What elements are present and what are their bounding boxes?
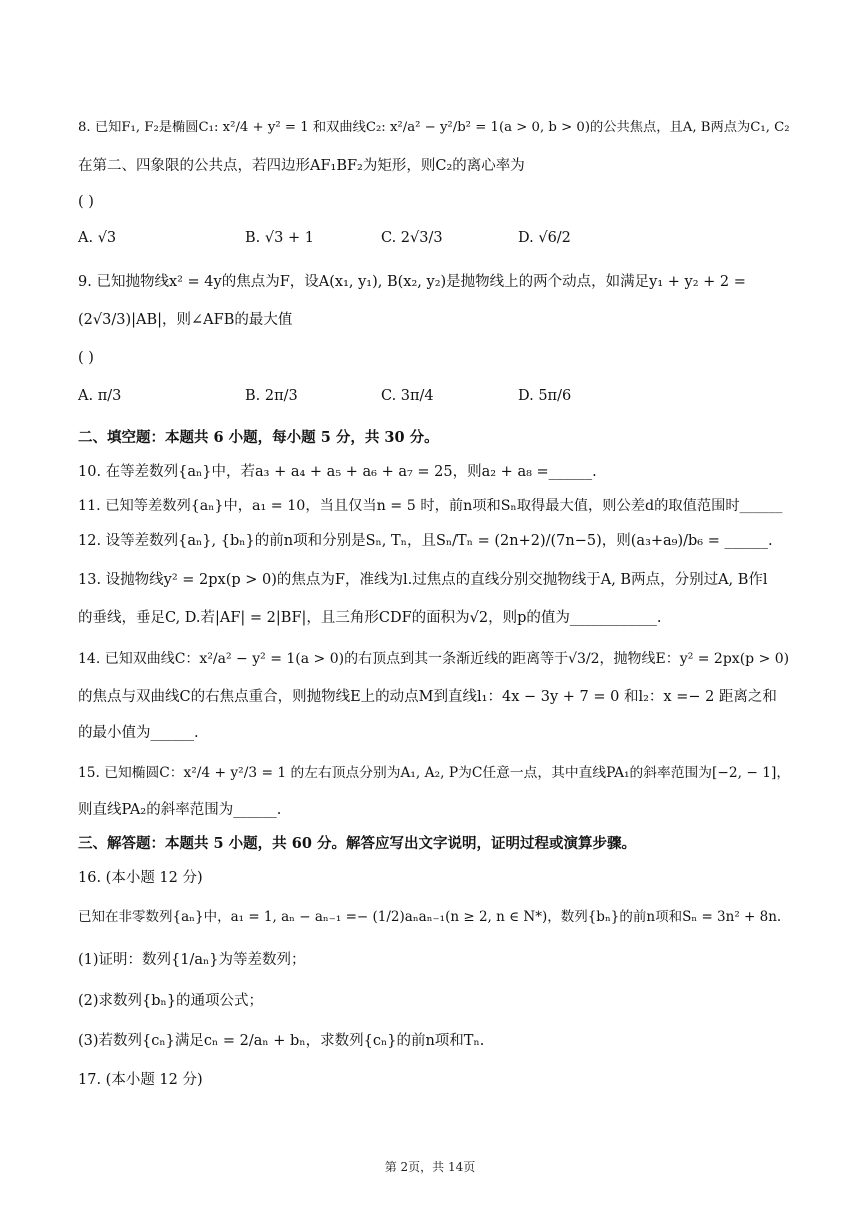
q8-option-c: C. 2√3/3 (381, 230, 443, 246)
q13-line1: 13. 设抛物线y² = 2px(p > 0)的焦点为F，准线为l.过焦点的直线分别交抛物线于A, B两点，分别过A, B作l (78, 572, 768, 588)
q8-options (78, 230, 790, 252)
q9-option-b: B. 2π/3 (245, 388, 298, 404)
q9-option-a: A. π/3 (78, 388, 122, 404)
q8-option-b: B. √3 + 1 (245, 230, 314, 246)
q16-part3: (3)若数列{cₙ}满足cₙ = 2/aₙ + bₙ，求数列{cₙ}的前n项和Tₙ. (78, 1033, 485, 1049)
q8-line1: 8. 已知F₁, F₂是椭圆C₁: x²/4 + y² = 1 和双曲线C₂: x²/a² − y²/b² = 1(a > 0, b > 0)的公共焦点，且A, B两点为C₁, C₂ (78, 120, 790, 135)
q14-line2: 的焦点与双曲线C的右焦点重合，则抛物线E上的动点M到直线l₁：4x − 3y + 7 = 0 和l₂：x =− 2 距离之和 (78, 689, 777, 705)
q17-title: 17. (本小题 12 分) (78, 1072, 203, 1088)
q15-line1: 15. 已知椭圆C：x²/4 + y²/3 = 1 的左右顶点分别为A₁, A₂, P为C任意一点，其中直线PA₁的斜率范围为[−2, − 1]， (78, 765, 791, 781)
page-footer: 第 2页，共 14页 (384, 1160, 476, 1174)
q12: 12. 设等差数列{aₙ}, {bₙ}的前n项和分别是Sₙ, Tₙ，且Sₙ/Tₙ = (2n+2)/(7n−5)，则(a₃+a₉)/b₆ = ______. (78, 533, 773, 549)
q9-options (78, 388, 790, 410)
section-solution-heading: 三、解答题：本题共 5 小题，共 60 分。解答应写出文字说明，证明过程或演算步骤。 (78, 835, 636, 852)
q9-paren: ( ) (78, 350, 94, 366)
q8-paren: ( ) (78, 194, 94, 210)
q14-line3: 的最小值为______. (78, 725, 199, 741)
q11: 11. 已知等差数列{aₙ}中，a₁ = 10，当且仅当n = 5 时，前n项和Sₙ取得最大值，则公差d的取值范围时______ (78, 498, 783, 514)
q8-option-d: D. √6/2 (518, 230, 571, 246)
q13-line2: 的垂线，垂足C, D.若|AF| = 2|BF|，且三角形CDF的面积为√2，则p的值为____________. (78, 610, 662, 626)
q9-option-c: C. 3π/4 (381, 388, 434, 404)
q16-part1: (1)证明：数列{1/aₙ}为等差数列； (78, 952, 306, 968)
q14-line1: 14. 已知双曲线C：x²/a² − y² = 1(a > 0)的右顶点到其一条渐近线的距离等于√3/2，抛物线E：y² = 2px(p > 0) (78, 651, 790, 667)
q9-line1: 9. 已知抛物线x² = 4y的焦点为F，设A(x₁, y₁), B(x₂, y₂)是抛物线上的两个动点，如满足y₁ + y₂ + 2 = (78, 274, 746, 290)
section-fill-in-heading: 二、填空题：本题共 6 小题，每小题 5 分，共 30 分。 (78, 429, 439, 446)
q8-option-a: A. √3 (78, 230, 117, 246)
q15-line2: 则直线PA₂的斜率范围为______. (78, 802, 282, 818)
q16-stem: 已知在非零数列{aₙ}中，a₁ = 1, aₙ − aₙ₋₁ =− (1/2)aₙaₙ₋₁(n ≥ 2, n ∈ N*)，数列{bₙ}的前n项和Sₙ = 3n² + 8n. (78, 909, 782, 925)
q9-line2: (2√3/3)|AB|，则∠AFB的最大值 (78, 312, 293, 328)
q16-part2: (2)求数列{bₙ}的通项公式； (78, 993, 264, 1009)
q10: 10. 在等差数列{aₙ}中，若a₃ + a₄ + a₅ + a₆ + a₇ = 25，则a₂ + a₈ =______. (78, 464, 597, 480)
q16-title: 16. (本小题 12 分) (78, 870, 203, 886)
q9-option-d: D. 5π/6 (518, 388, 572, 404)
q8-line2: 在第二、四象限的公共点，若四边形AF₁BF₂为矩形，则C₂的离心率为 (78, 158, 525, 174)
